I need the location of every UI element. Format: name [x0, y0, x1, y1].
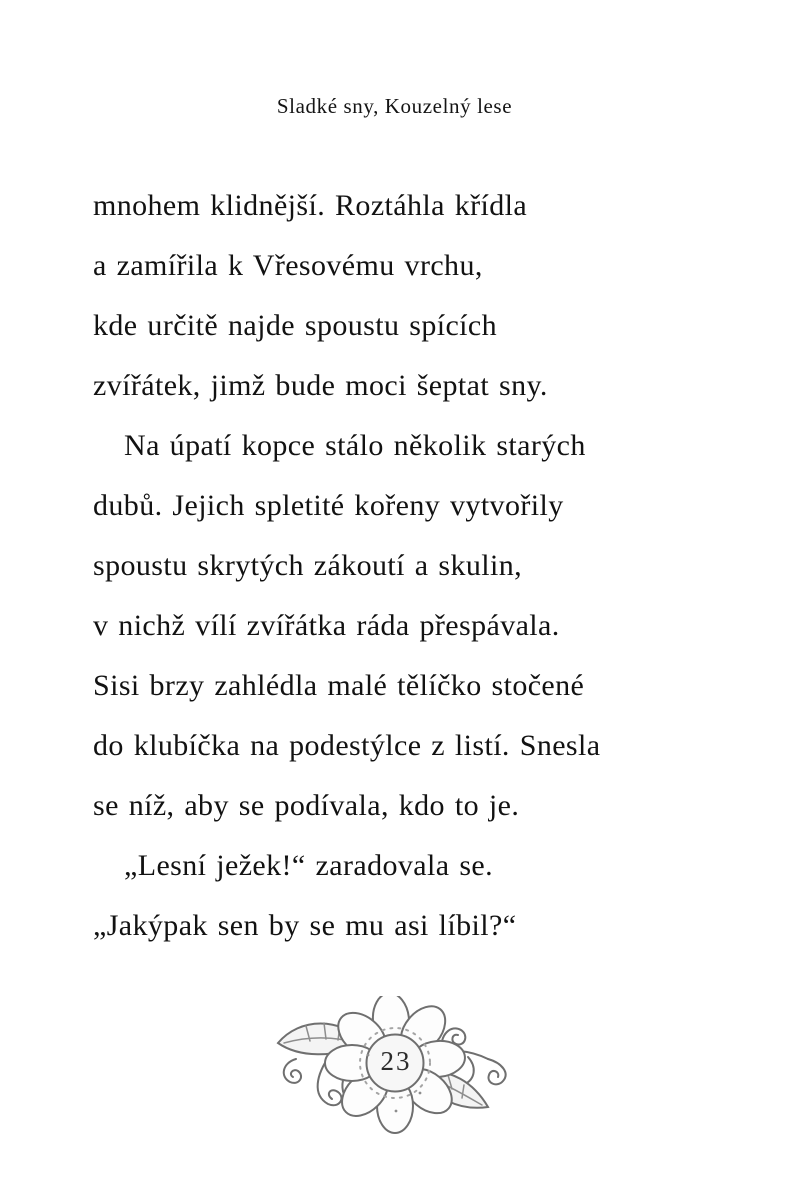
text-line: mnohem klidnější. Roztáhla křídla	[93, 189, 528, 222]
text-line: v nichž vílí zvířátka ráda přespávala.	[93, 609, 560, 642]
text-line: se níž, aby se podívala, kdo to je.	[93, 789, 520, 822]
text-line: a zamířila k Vřesovému vrchu,	[93, 249, 483, 282]
text-line: „Jakýpak sen by se mu asi líbil?“	[93, 909, 517, 942]
text-line: zvířátek, jimž bude moci šeptat sny.	[93, 369, 548, 402]
text-line: Na úpatí kopce stálo několik starých	[124, 429, 586, 462]
text-line: kde určitě najde spoustu spících	[93, 309, 498, 342]
text-line: do klubíčka na podestýlce z listí. Snesla	[93, 729, 601, 762]
body-text	[93, 176, 753, 956]
running-header: Sladké sny, Kouzelný lese	[276, 94, 513, 118]
text-line: „Lesní ježek!“ zaradovala se.	[124, 849, 494, 882]
text-line: dubů. Jejich spletité kořeny vytvořily	[93, 489, 564, 522]
text-line: Sisi brzy zahlédla malé tělíčko stočené	[93, 669, 585, 702]
text-line: spoustu skrytých zákoutí a skulin,	[93, 549, 523, 582]
page-number: 23	[380, 1046, 412, 1076]
